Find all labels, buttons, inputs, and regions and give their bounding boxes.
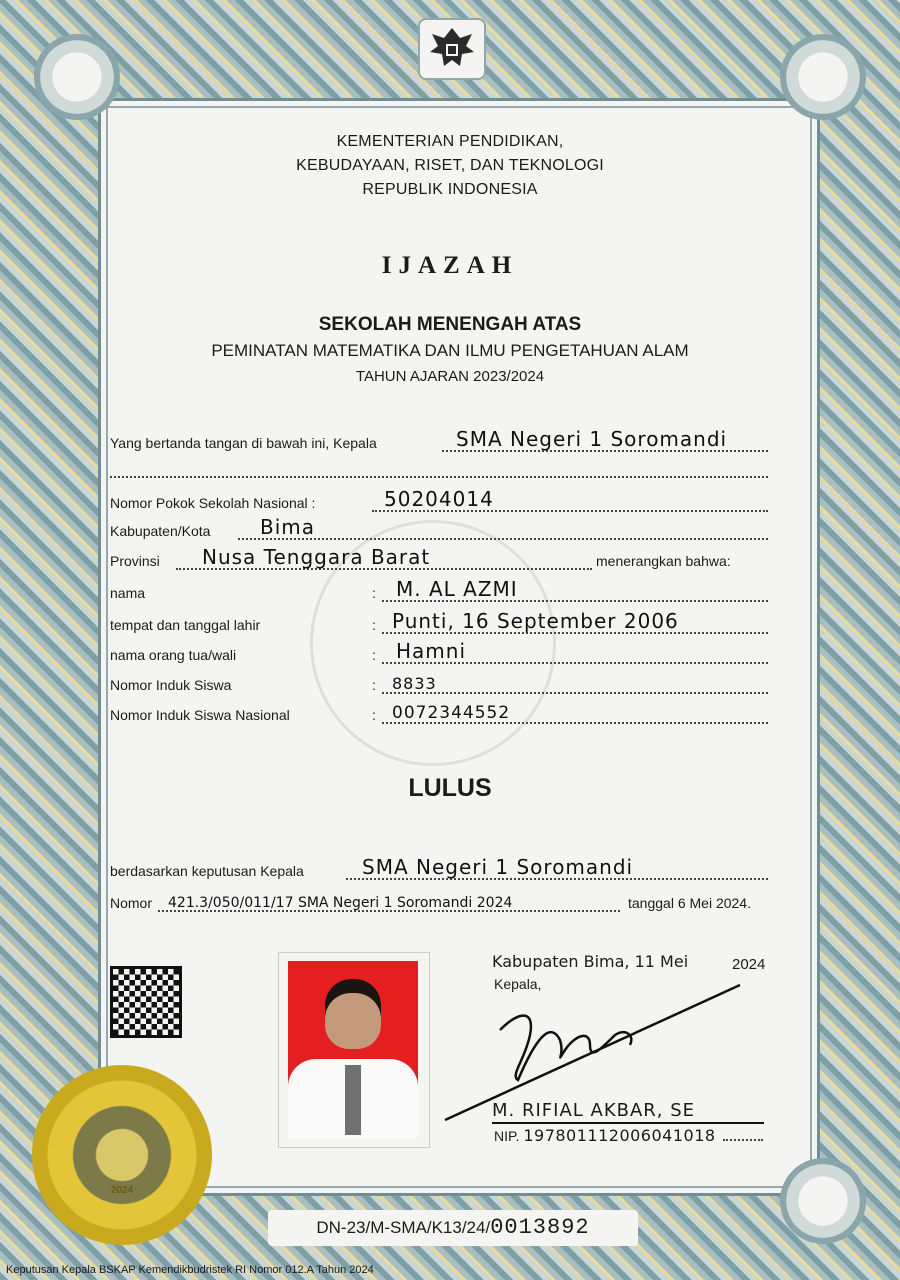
- gold-seal-icon: [32, 1065, 212, 1245]
- qr-code-icon: [110, 966, 182, 1038]
- nis-value: 8833: [392, 674, 437, 693]
- signature-role: Kepala,: [494, 976, 542, 992]
- academic-year: TAHUN AJARAN 2023/2024: [355, 368, 545, 385]
- blank-row: [110, 450, 768, 480]
- npsn-value: 50204014: [384, 487, 494, 511]
- ministry-header: [0, 130, 900, 202]
- signature-year: 2024: [732, 956, 766, 973]
- nis-row: Nomor Induk Siswa : 8833: [110, 666, 768, 696]
- city-label: Kabupaten/Kota: [110, 523, 211, 539]
- decision-number-value: 421.3/050/011/17 SMA Negeri 1 Soromandi 2024: [168, 895, 513, 911]
- serial-prefix: DN-23/M-SMA/K13/24/: [316, 1218, 491, 1237]
- birth-row: tempat dan tanggal lahir : Punti, 16 September 2006: [110, 606, 768, 636]
- nisn-row: Nomor Induk Siswa Nasional : 0072344552: [110, 696, 768, 726]
- principal-nip: [494, 1126, 763, 1145]
- name-row: nama : M. AL AZMI: [110, 574, 768, 604]
- student-name-value: M. AL AZMI: [396, 577, 518, 601]
- city-value: Bima: [260, 515, 316, 539]
- decision-number-label: Nomor: [110, 895, 153, 911]
- decision-basis-label: berdasarkan keputusan Kepala: [110, 863, 304, 879]
- nis-label: Nomor Induk Siswa: [110, 677, 232, 693]
- ministry-line-2: KEBUDAYAAN, RISET, DAN TEKNOLOGI: [296, 157, 604, 174]
- parent-value: Hamni: [396, 639, 467, 663]
- signature-place-date: Kabupaten Bima, 11 Mei: [492, 952, 689, 971]
- ministry-line-3: REPUBLIK INDONESIA: [362, 181, 538, 198]
- serial-value: 0013892: [490, 1215, 590, 1240]
- decision-date: tanggal 6 Mei 2024.: [628, 895, 751, 911]
- student-photo: [278, 952, 430, 1148]
- province-suffix: menerangkan bahwa:: [596, 553, 731, 569]
- document-title: IJAZAH: [381, 252, 519, 279]
- province-row: [110, 542, 768, 572]
- parent-row: nama orang tua/wali : Hamni: [110, 636, 768, 666]
- principal-name: M. RIFIAL AKBAR, SE: [492, 1100, 764, 1124]
- ministry-line-1: KEMENTERIAN PENDIDIKAN,: [336, 133, 564, 150]
- serial-number: [268, 1210, 638, 1246]
- specialization: PEMINATAN MATEMATIKA DAN ILMU PENGETAHUAN ALAM: [211, 341, 689, 360]
- decision-number-row: [110, 884, 790, 914]
- school-level: SEKOLAH MENENGAH ATAS: [318, 314, 582, 335]
- decision-school-value: SMA Negeri 1 Soromandi: [362, 855, 634, 879]
- province-value: Nusa Tenggara Barat: [202, 545, 431, 569]
- parent-label: nama orang tua/wali: [110, 647, 237, 663]
- decision-basis-row: [110, 852, 768, 882]
- npsn-row: [110, 484, 768, 514]
- intro-label: Yang bertanda tangan di bawah ini, Kepala: [110, 435, 377, 451]
- seal-year: 2024: [110, 1185, 134, 1196]
- nip-value: 197801112006041018: [523, 1126, 716, 1145]
- footer-note: Keputusan Kepala BSKAP Kemendikbudristek RI Nomor 012.A Tahun 2024: [6, 1264, 374, 1276]
- corner-ornament-icon: [780, 34, 866, 120]
- province-label: Provinsi: [110, 553, 160, 569]
- nip-label: NIP.: [494, 1128, 520, 1144]
- corner-ornament-icon: [34, 34, 120, 120]
- name-label: nama: [110, 585, 146, 601]
- result-status: LULUS: [408, 774, 492, 802]
- garuda-emblem-icon: [418, 18, 486, 80]
- nisn-label: Nomor Induk Siswa Nasional: [110, 707, 290, 723]
- nisn-value: 0072344552: [392, 703, 511, 723]
- birth-value: Punti, 16 September 2006: [392, 609, 679, 633]
- corner-ornament-icon: [780, 1158, 866, 1244]
- city-row: [110, 512, 768, 542]
- birth-label: tempat dan tanggal lahir: [110, 617, 261, 633]
- npsn-label: Nomor Pokok Sekolah Nasional :: [110, 495, 316, 511]
- school-name-value: SMA Negeri 1 Soromandi: [456, 427, 728, 451]
